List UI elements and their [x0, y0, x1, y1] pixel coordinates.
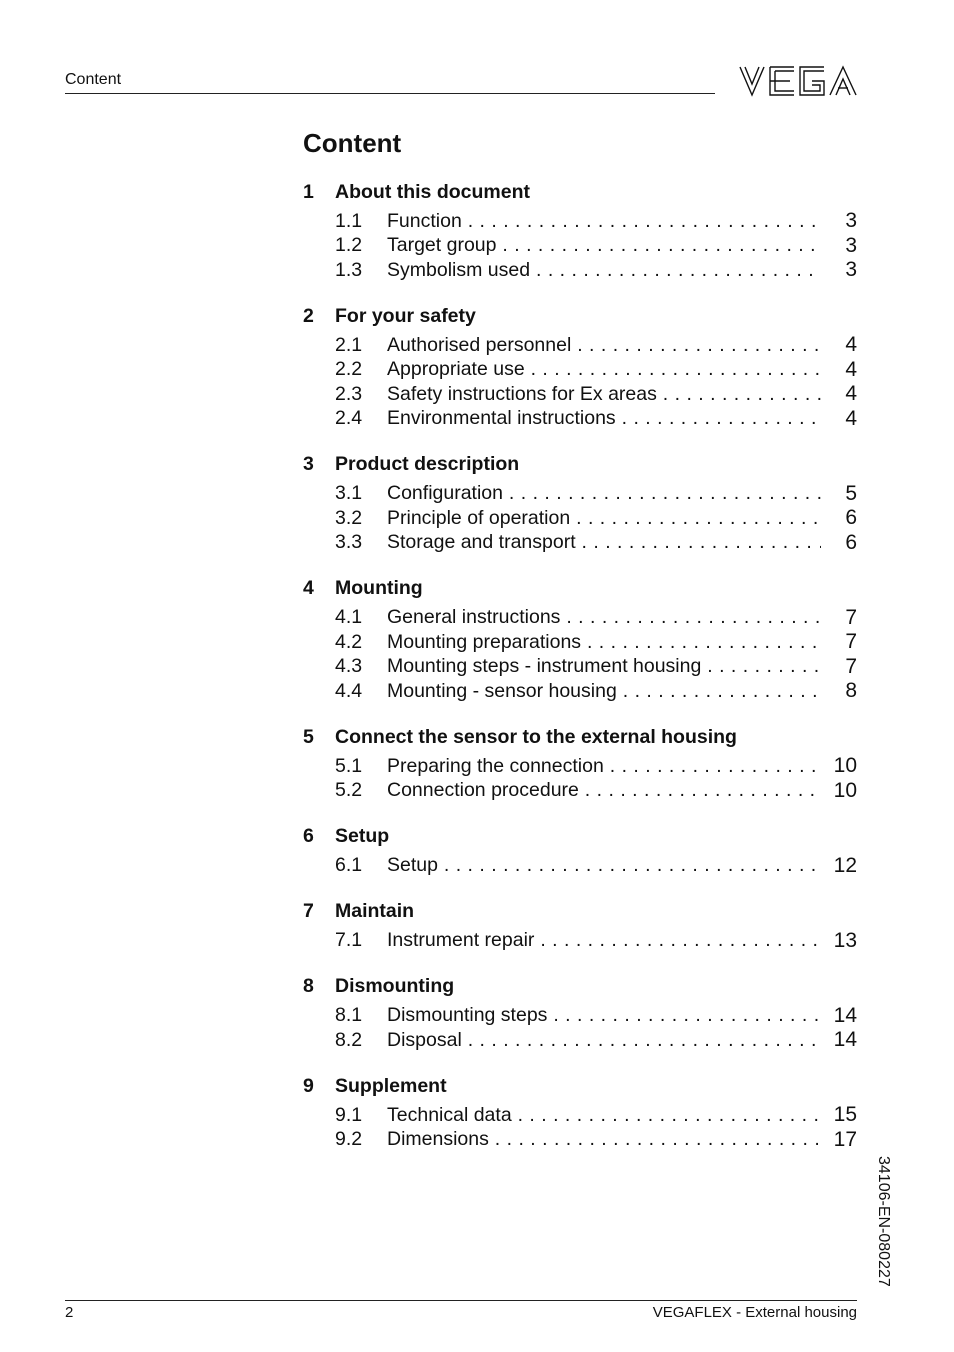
section-gap — [303, 1053, 857, 1073]
section-number: 1 — [303, 180, 314, 203]
entry-title: Symbolism used . . . — [387, 259, 821, 281]
entry-page-number: 7 — [845, 605, 857, 629]
entry-page-number: 13 — [833, 928, 857, 952]
toc-entry — [303, 606, 857, 631]
entry-page-number: 7 — [845, 630, 857, 654]
entry-number: 4.4 — [335, 679, 363, 702]
section-gap — [303, 878, 857, 898]
entry-list — [303, 333, 857, 431]
entry-page-number: 6 — [845, 530, 857, 554]
toc-entry — [303, 1128, 857, 1153]
footer-page-number: 2 — [65, 1304, 74, 1321]
section-gap — [303, 431, 857, 451]
entry-leader — [387, 1004, 821, 1027]
toc-entry — [303, 679, 857, 704]
entry-list — [303, 482, 857, 556]
entry-leader — [387, 655, 821, 678]
entry-leader — [387, 1029, 821, 1052]
entry-title: Storage and transport . . . — [387, 531, 821, 553]
entry-page-number: 14 — [833, 1003, 857, 1027]
header-rule — [65, 93, 715, 94]
entry-leader — [387, 755, 821, 778]
section-gap — [303, 704, 857, 724]
section-number: 9 — [303, 1074, 314, 1097]
table-of-contents — [303, 178, 857, 1152]
entry-title: Authorised personnel . . . — [387, 334, 821, 356]
running-header-label: Content — [65, 71, 122, 88]
entry-leader — [387, 531, 821, 554]
entry-page-number: 4 — [845, 406, 857, 430]
toc-section — [303, 302, 857, 431]
section-title: For your safety — [335, 304, 476, 327]
entry-title: Mounting - sensor housing . . . — [387, 680, 821, 702]
entry-page-number: 12 — [833, 853, 857, 877]
entry-page-number: 10 — [833, 778, 857, 802]
entry-number: 9.1 — [335, 1103, 363, 1126]
entry-leader — [387, 259, 821, 282]
entry-page-number: 4 — [845, 357, 857, 381]
toc-section — [303, 973, 857, 1053]
toc-section — [303, 451, 857, 556]
entry-leader — [387, 854, 821, 877]
section-title: Dismounting — [335, 975, 455, 997]
entry-leader — [387, 1128, 821, 1151]
entry-number: 4.2 — [335, 630, 363, 653]
entry-title: Setup . . . — [387, 854, 821, 876]
entry-page-number: 7 — [845, 654, 857, 678]
section-number: 2 — [303, 304, 314, 327]
toc-entry — [303, 531, 857, 556]
entry-page-number: 3 — [845, 258, 857, 282]
entry-number: 2.1 — [335, 333, 363, 356]
entry-list — [303, 1103, 857, 1152]
section-heading — [303, 973, 857, 1001]
entry-list — [303, 929, 857, 954]
entry-page-number: 15 — [833, 1103, 857, 1127]
entry-leader — [387, 334, 821, 357]
entry-number: 2.3 — [335, 382, 363, 405]
entry-page-number: 17 — [833, 1127, 857, 1151]
toc-entry — [303, 630, 857, 655]
entry-number: 5.2 — [335, 779, 363, 802]
entry-leader — [387, 383, 821, 406]
entry-number: 1.2 — [335, 234, 363, 257]
footer-rule — [65, 1300, 857, 1301]
entry-page-number: 3 — [845, 209, 857, 233]
toc-entry — [303, 234, 857, 259]
section-title: Mounting — [335, 577, 423, 599]
entry-title: Mounting preparations . . . — [387, 631, 821, 653]
entry-title: Environmental instructions . . . — [387, 407, 821, 429]
entry-list — [303, 209, 857, 283]
entry-leader — [387, 1104, 821, 1127]
toc-entry — [303, 1028, 857, 1053]
entry-list — [303, 606, 857, 704]
entry-number: 7.1 — [335, 929, 363, 952]
toc-entry — [303, 382, 857, 407]
entry-page-number: 8 — [845, 679, 857, 703]
toc-entry — [303, 506, 857, 531]
section-title: Supplement — [335, 1074, 447, 1097]
entry-leader — [387, 631, 821, 654]
entry-number: 1.3 — [335, 258, 363, 281]
section-heading — [303, 302, 857, 330]
section-title: Maintain — [335, 900, 415, 922]
section-number: 3 — [303, 453, 314, 475]
entry-number: 4.3 — [335, 655, 363, 678]
entry-number: 9.2 — [335, 1128, 363, 1151]
toc-entry — [303, 1004, 857, 1029]
section-number: 8 — [303, 975, 314, 997]
toc-entry — [303, 258, 857, 283]
section-heading — [303, 1072, 857, 1100]
toc-section — [303, 178, 857, 283]
entry-list — [303, 754, 857, 803]
entry-title: Preparing the connection . . . — [387, 755, 821, 777]
entry-leader — [387, 680, 821, 703]
vega-logo — [738, 64, 858, 98]
section-number: 4 — [303, 577, 314, 599]
entry-leader — [387, 358, 821, 381]
entry-leader — [387, 779, 821, 802]
entry-number: 3.1 — [335, 482, 363, 505]
entry-number: 4.1 — [335, 606, 363, 629]
entry-title: Mounting steps - instrument housing . . . — [387, 655, 821, 677]
toc-entry — [303, 407, 857, 432]
entry-leader — [387, 606, 821, 629]
entry-title: General instructions . . . — [387, 606, 821, 628]
document-code: 34106-EN-080227 — [875, 1156, 892, 1287]
entry-page-number: 14 — [833, 1028, 857, 1052]
entry-page-number: 4 — [845, 382, 857, 406]
entry-number: 1.1 — [335, 209, 363, 232]
entry-title: Appropriate use . . . — [387, 358, 821, 380]
toc-entry — [303, 333, 857, 358]
entry-title: Technical data . . . — [387, 1104, 821, 1126]
section-heading — [303, 178, 857, 206]
section-heading — [303, 723, 857, 751]
entry-number: 3.3 — [335, 531, 363, 554]
section-gap — [303, 803, 857, 823]
entry-leader — [387, 210, 821, 233]
toc-entry — [303, 482, 857, 507]
section-heading — [303, 575, 857, 603]
entry-number: 6.1 — [335, 854, 363, 877]
entry-leader — [387, 482, 821, 505]
entry-number: 8.1 — [335, 1004, 363, 1027]
entry-page-number: 5 — [845, 481, 857, 505]
section-heading — [303, 823, 857, 851]
entry-title: Function . . . — [387, 210, 821, 232]
section-heading — [303, 451, 857, 479]
section-gap — [303, 283, 857, 303]
entry-number: 3.2 — [335, 506, 363, 529]
footer-document-name: VEGAFLEX - External housing — [652, 1304, 857, 1321]
entry-list — [303, 1004, 857, 1053]
section-heading — [303, 898, 857, 926]
page-title: Content — [303, 128, 402, 158]
entry-title: Safety instructions for Ex areas . . . — [387, 383, 821, 405]
entry-leader — [387, 507, 821, 530]
section-title: Product description — [335, 453, 520, 475]
entry-title: Disposal . . . — [387, 1029, 821, 1051]
entry-number: 5.1 — [335, 754, 363, 777]
toc-entry — [303, 655, 857, 680]
toc-entry — [303, 779, 857, 804]
entry-number: 2.2 — [335, 358, 363, 381]
entry-list — [303, 854, 857, 879]
entry-leader — [387, 234, 821, 257]
entry-title: Instrument repair . . . — [387, 929, 821, 951]
toc-entry — [303, 854, 857, 879]
entry-page-number: 3 — [845, 233, 857, 257]
toc-entry — [303, 358, 857, 383]
section-title: About this document — [335, 180, 530, 203]
entry-title: Configuration . . . — [387, 482, 821, 504]
entry-title: Target group . . . — [387, 234, 821, 256]
section-title: Connect the sensor to the external housing — [335, 725, 737, 748]
toc-entry — [303, 1103, 857, 1128]
toc-section — [303, 575, 857, 704]
entry-title: Dismounting steps . . . — [387, 1004, 821, 1026]
section-gap — [303, 953, 857, 973]
entry-page-number: 6 — [845, 506, 857, 530]
section-title: Setup — [335, 825, 390, 847]
toc-section — [303, 723, 857, 803]
section-number: 6 — [303, 825, 314, 847]
section-gap — [303, 555, 857, 575]
toc-entry — [303, 929, 857, 954]
toc-section — [303, 823, 857, 879]
entry-title: Dimensions . . . — [387, 1128, 821, 1150]
entry-leader — [387, 407, 821, 430]
toc-section — [303, 1072, 857, 1152]
entry-number: 8.2 — [335, 1028, 363, 1051]
entry-number: 2.4 — [335, 407, 363, 430]
section-number: 7 — [303, 900, 314, 922]
entry-title: Connection procedure . . . — [387, 779, 821, 801]
entry-page-number: 4 — [845, 333, 857, 357]
toc-entry — [303, 754, 857, 779]
entry-leader — [387, 929, 821, 952]
toc-section — [303, 898, 857, 954]
entry-page-number: 10 — [833, 754, 857, 778]
toc-entry — [303, 209, 857, 234]
section-number: 5 — [303, 725, 314, 748]
entry-title: Principle of operation . . . — [387, 507, 821, 529]
